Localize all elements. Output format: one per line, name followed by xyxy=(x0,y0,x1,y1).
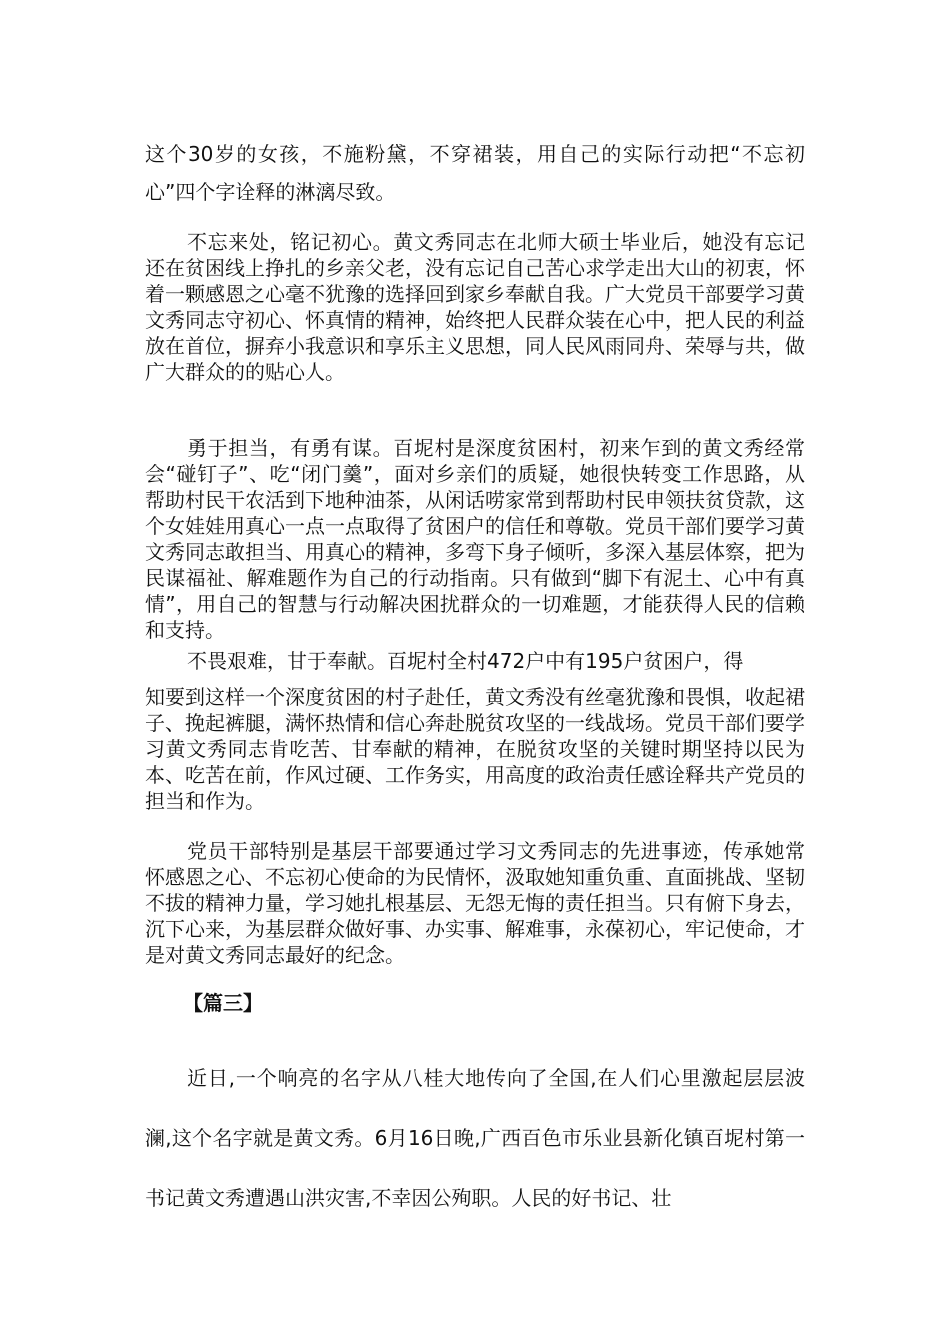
paragraph-remember-origin: 不忘来处，铭记初心。黄文秀同志在北师大硕士毕业后，她没有忘记还在贫困线上挣扎的乡亲父老，没有忘记自己苦心求学走出大山的初衷，怀着一颗感恩之心毫不犹豫的选择回到家乡奉献自我。广大党员干部要学习黄文秀同志守初心、怀真情的精神，始终把人民群众装在心中，把人民的利益放在首位，摒弃小我意识和享乐主义思想，同人民风雨同舟、荣辱与共，做广大群众的的贴心人。 xyxy=(145,230,805,384)
paragraph-dedication-body: 知要到这样一个深度贫困的村子赴任，黄文秀没有丝毫犹豫和畏惧，收起裙子、挽起裤腿，满怀热情和信心奔赴脱贫攻坚的一线战场。党员干部们要学习黄文秀同志肯吃苦、甘奉献的精神，在脱贫攻坚的关键时期坚持以民为本、吃苦在前，作风过硬、工作务实，用高度的政治责任感诠释共产党员的担当和作为。 xyxy=(145,685,805,813)
paragraph-dedication-first-line: 不畏艰难，甘于奉献。百坭村全村472户中有195户贫困户，得 xyxy=(187,649,744,673)
section-heading: 【篇三】 xyxy=(183,991,263,1015)
paragraph-courage: 勇于担当，有勇有谋。百坭村是深度贫困村，初来乍到的黄文秀经常会“碰钉子”、吃“闭门羹”，面对乡亲们的质疑，她很快转变工作思路，从帮助村民干农活到下地种油茶，从闲话唠家常到帮助村民申领扶贫贷款，这个女娃娃用真心一点一点取得了贫困户的信任和尊敬。党员干部们要学习黄文秀同志敢担当、用真心的精神，多弯下身子倾听，多深入基层体察，把为民谋福祉、解难题作为自己的行动指南。只有做到“脚下有泥土、心中有真情”，用自己的智慧与行动解决困扰群众的一切难题，才能获得人民的信赖和支持。 xyxy=(145,436,805,642)
paragraph-dedication xyxy=(145,646,805,814)
paragraph-conclusion: 党员干部特别是基层干部要通过学习文秀同志的先进事迹，传承她常怀感恩之心、不忘初心使命的为民情怀，汲取她知重负重、直面挑战、坚韧不拔的精神力量，学习她扎根基层、无怨无悔的责任担当。只有俯下身去，沉下心来，为基层群众做好事、办实事、解难事，永葆初心，牢记使命，才是对黄文秀同志最好的纪念。 xyxy=(145,839,805,967)
paragraph-intro: 这个30岁的女孩，不施粉黛，不穿裙装，用自己的实际行动把“不忘初心”四个字诠释的淋漓尽致。 xyxy=(145,142,805,204)
paragraph-section-three: 近日,一个响亮的名字从八桂大地传向了全国,在人们心里激起层层波澜,这个名字就是黄文秀。6月16日晚,广西百色市乐业县新化镇百坭村第一书记黄文秀遭遇山洪灾害,不幸因公殉职。人民的好书记、壮 xyxy=(145,1066,805,1210)
